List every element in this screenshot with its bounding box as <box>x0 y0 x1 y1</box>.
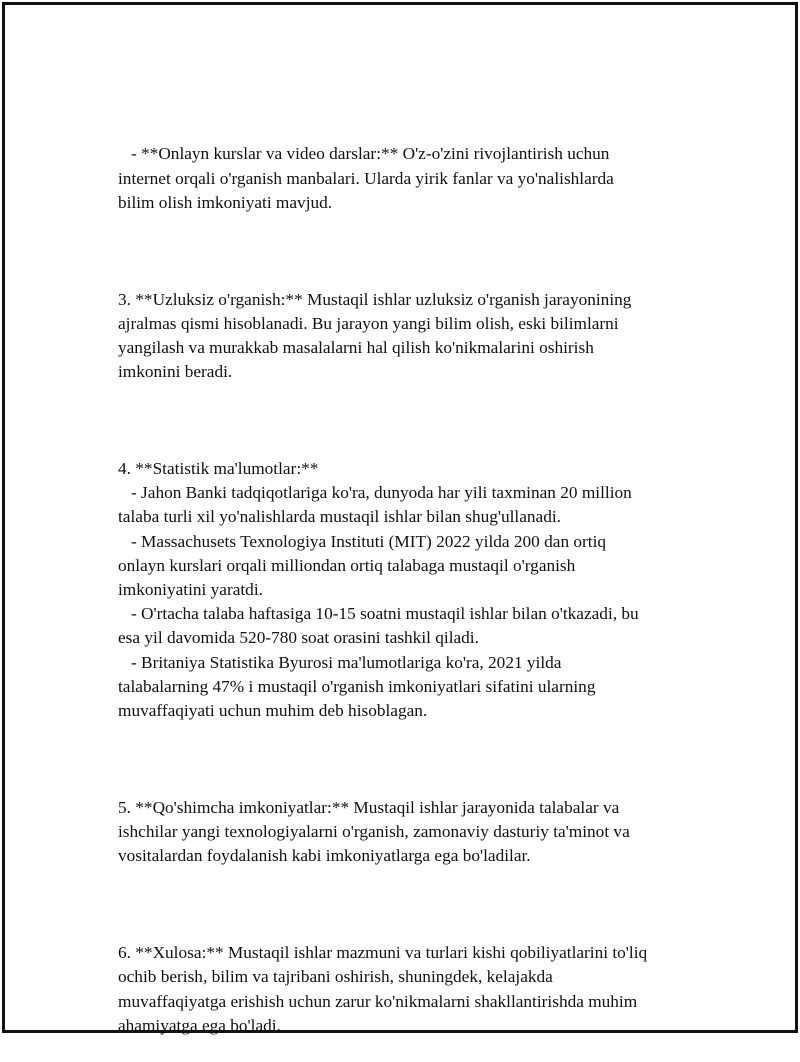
paragraph-online-courses: - **Onlayn kurslar va video darslar:** O'z-o'zini rivojlantirish uchun internet orqali o'rganish manbalari. Ularda yirik fanlar va yo'nalishlarda bilim olish imkoniyati mavjud. <box>118 144 614 212</box>
document-body <box>118 94 718 1062</box>
paragraph-continuous-learning: 3. **Uzluksiz o'rganish:** Mustaqil ishlar uzluksiz o'rganish jarayonining ajralmas qismi hisoblanadi. Bu jarayon yangi bilim olish, eski bilimlarni yangilash va murakkab masalalarni hal qilish ko'nikmalarini oshirish imkonini beradi. <box>118 289 632 382</box>
paragraph-additional-opportunities: 5. **Qo'shimcha imkoniyatlar:** Mustaqil ishlar jarayonida talabalar va ishchilar yangi texnologiyalarni o'rganish, zamonaviy dasturiy ta'minot va vositalardan foydalanish kabi imkoniyatlarga ega bo'ladilar. <box>118 797 630 866</box>
paragraph-conclusion: 6. **Xulosa:** Mustaqil ishlar mazmuni va turlari kishi qobiliyatlarini to'liq ochib berish, bilim va tajribani oshirish, shuningdek, kelajakda muvaffaqiyatga erishish uchun zarur ko'nikmalarni shakllantirishda muhim ahamiyatga ega bo'ladi. <box>118 943 648 1035</box>
paragraph-statistics: 4. **Statistik ma'lumotlar:** - Jahon Banki tadqiqotlariga ko'ra, dunyoda har yili taxminan 20 million talaba turli xil yo'nalishlarda mustaqil ishlar bilan shug'ullanadi. - Massachusets Texnologiya Instituti (MIT) 2022 yilda 200 dan ortiq onlayn kurslari orqali milliondan ortiq talabaga mustaqil o'rganish imkoniyatini yaratdi. - O'rtacha talaba haftasiga 10-15 soatni mustaqil ishlar bilan o'tkazadi, bu esa yil davomida 520-780 soat orasini tashkil qiladi. - Britaniya Statistika Byurosi ma'lumotlariga ko'ra, 2021 yilda talabalarning 47% i mustaqil o'rganish imkoniyatlari sifatini ularning muvaffaqiyati uchun muhim deb hisoblagan. <box>118 459 639 721</box>
